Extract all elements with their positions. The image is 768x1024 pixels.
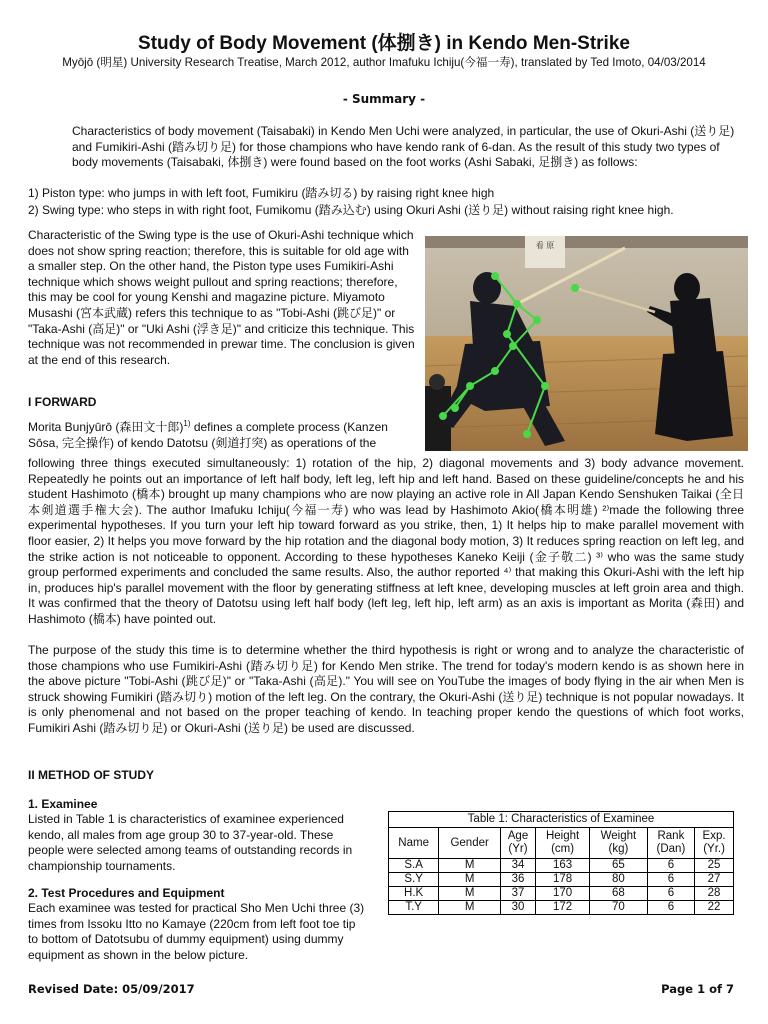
cell-name: S.Y [389, 873, 439, 887]
reference-mark: 1) [183, 419, 191, 428]
paper-subtitle: Myōjō (明星) University Research Treatise, March 2012, author Imafuku Ichiju(今福一寿), translated by Ted Imoto, 04/03/2014 [62, 56, 706, 69]
cell-height: 172 [536, 901, 590, 915]
forward-lead-author: Morita Bunjyūrō (森田文十郎) [28, 420, 184, 434]
paper-title: Study of Body Movement (体捌き) in Kendo Men-Strike [138, 33, 630, 54]
header-name: Name [389, 828, 439, 859]
cell-weight: 80 [590, 873, 648, 887]
header-height: Height (cm) [536, 828, 590, 859]
header-weight: Weight (kg) [590, 828, 648, 859]
cell-gender: M [439, 887, 501, 901]
table-row [389, 873, 734, 887]
cell-height: 163 [536, 859, 590, 873]
swing-paragraph: Characteristic of the Swing type is the use of Okuri-Ashi technique which does not show spring reaction; therefore, this is suitable for old age with a smaller step. On the other hand, the Piston type uses Fumikiri-Ashi technique which shows weight pullout and spring reactions; therefore, this may be cool for young Kenshi and magazine picture. Miyamoto Musashi (宮本武蔵) refers this technique to as "Tobi-Ashi (跳び足)" or "Taka-Ashi (高足)" or "Uki Ashi (浮き足)" and criticize this technique. This technique was not recommended in prewar time. The conclusion is given at the end of this research. [28, 228, 415, 367]
summary-heading: - Summary - [342, 92, 426, 106]
cell-experience: 22 [695, 901, 734, 915]
subsection-examinee-heading: 1. Examinee [28, 797, 98, 811]
cell-rank: 6 [647, 901, 694, 915]
forward-lead-rest: defines a complete process (Kanzen Sōsa, 完全操作) of kendo Datotsu (剣道打突) as operations of the [28, 420, 388, 450]
cell-gender: M [439, 873, 501, 887]
forward-lead-text [28, 419, 413, 451]
cell-name: H.K [389, 887, 439, 901]
cell-height: 178 [536, 873, 590, 887]
cell-age: 36 [501, 873, 536, 887]
forward-paragraph: following three things executed simultaneously: 1) rotation of the hip, 2) diagonal movements and 3) body advance movement. Repeatedly he points out an importance of left half body, left leg, left hip and left hand. Based on these guideline/concepts he and his student Hashimoto (橋本) brought up many champions who are now playing an active role in All Japan Kendo Senshuken Taikai (全日本剣道選手権大会). The author Imafuku Ichiju(今福一寿) who was lead by Hashimoto Akio(橋本明雄) ²⁾made the following three experimental hypotheses. If you turn your left hip toward forward as you strike, then, 1) It helps hip to make parallel movement with floor easier, 2) It helps you move forward by the hip rotation and the diagonal body motion, 3) It reduces spring reaction on left leg, and the strike action is not noticeable to opponent. According to these hypotheses Kaneko Keiji (金子敬二) ³⁾ who was the same study group performed experiments and concluded the same results. Also, the author reported ⁴⁾ that making this Okuri-Ashi with the left hip in, produces hip's parallel movement with the floor by generating stiffness at left knee, developing muscles at left groin area and thigh. It was confirmed that the theory of Datotsu using left half body (left leg, left hip, left arm) as an axis is important as Morita (森田) and Hashimoto (橋本) have pointed out. [28, 456, 744, 626]
kendo-strike-illustration [425, 236, 748, 451]
section-method-heading: II METHOD OF STUDY [28, 768, 154, 782]
header-rank: Rank (Dan) [647, 828, 694, 859]
cell-gender: M [439, 859, 501, 873]
summary-paragraph: Characteristics of body movement (Taisabaki) in Kendo Men Uchi were analyzed, in particular, the use of Okuri-Ashi (送り足) and Fumikiri-Ashi (踏み切り足) for those champions who have kendo rank of 6-dan. As the result of this study two types of body movements (Taisabaki, 体捌き) were found based on the foot works (Ashi Sabaki, 足捌き) as follows: [72, 124, 735, 169]
cell-name: S.A [389, 859, 439, 873]
cell-experience: 27 [695, 873, 734, 887]
cell-rank: 6 [647, 859, 694, 873]
header-gender: Gender [439, 828, 501, 859]
header-experience: Exp. (Yr.) [695, 828, 734, 859]
examinee-paragraph: Listed in Table 1 is characteristics of examinee experienced kendo, all males from age group 30 to 37-year-old. These people were selected among teams of outstanding records in championship tournaments. [28, 812, 353, 873]
cell-weight: 68 [590, 887, 648, 901]
cell-height: 170 [536, 887, 590, 901]
examinee-table [388, 811, 734, 915]
table-caption: Table 1: Characteristics of Examinee [388, 811, 734, 827]
cell-experience: 28 [695, 887, 734, 901]
purpose-paragraph: The purpose of the study this time is to determine whether the third hypothesis is right or wrong and to analyze the characteristic of those champions who use Fumikiri-Ashi (踏み切り足) for Kendo Men strike. The trend for today's modern kendo is as shown here in the above picture "Tobi-Ashi (跳び足)" or "Taka-Ashi (高足)." You will see on YouTube the images of body flying in the air when Men is struck showing Fumikiri (踏み切り) motion of the left leg. On the contrary, the Okuri-Ashi (送り足) technique is not popular nowadays. It is only phenomenal and not based on the proper teaching of kendo. In teaching proper kendo the questions of which foot works, Fumikiri Ashi (踏み切り足) or Okuri-Ashi (送り足) be used are discussed. [28, 643, 744, 735]
table-header-row [389, 828, 734, 859]
cell-rank: 6 [647, 887, 694, 901]
cell-name: T.Y [389, 901, 439, 915]
section-forward-heading: I FORWARD [28, 395, 97, 409]
table-row [389, 901, 734, 915]
header-age: Age (Yr) [501, 828, 536, 859]
table-row [389, 887, 734, 901]
page-number: Page 1 of 7 [661, 982, 734, 996]
cell-rank: 6 [647, 873, 694, 887]
photo-banner-text: 看 原 [535, 241, 555, 250]
cell-experience: 25 [695, 859, 734, 873]
cell-weight: 65 [590, 859, 648, 873]
revised-date: Revised Date: 05/09/2017 [28, 982, 195, 996]
cell-age: 30 [501, 901, 536, 915]
table-row [389, 859, 734, 873]
type-item-piston: 1) Piston type: who jumps in with left foot, Fumikiru (踏み切る) by raising right knee high [28, 186, 495, 200]
cell-weight: 70 [590, 901, 648, 915]
cell-gender: M [439, 901, 501, 915]
kendo-strike-photo [425, 236, 748, 451]
type-item-swing: 2) Swing type: who steps in with right foot, Fumikomu (踏み込む) using Okuri Ashi (送り足) without raising right knee high. [28, 203, 674, 217]
subsection-procedures-heading: 2. Test Procedures and Equipment [28, 886, 225, 900]
cell-age: 37 [501, 887, 536, 901]
cell-age: 34 [501, 859, 536, 873]
characteristics-table [388, 827, 734, 915]
procedures-paragraph: Each examinee was tested for practical Sho Men Uchi three (3) times from Issoku Itto no Kamaye (220cm from left foot toe tip to bottom of Datotsubu of dummy equipment) using dummy equipment as shown in the below picture. [28, 901, 365, 962]
